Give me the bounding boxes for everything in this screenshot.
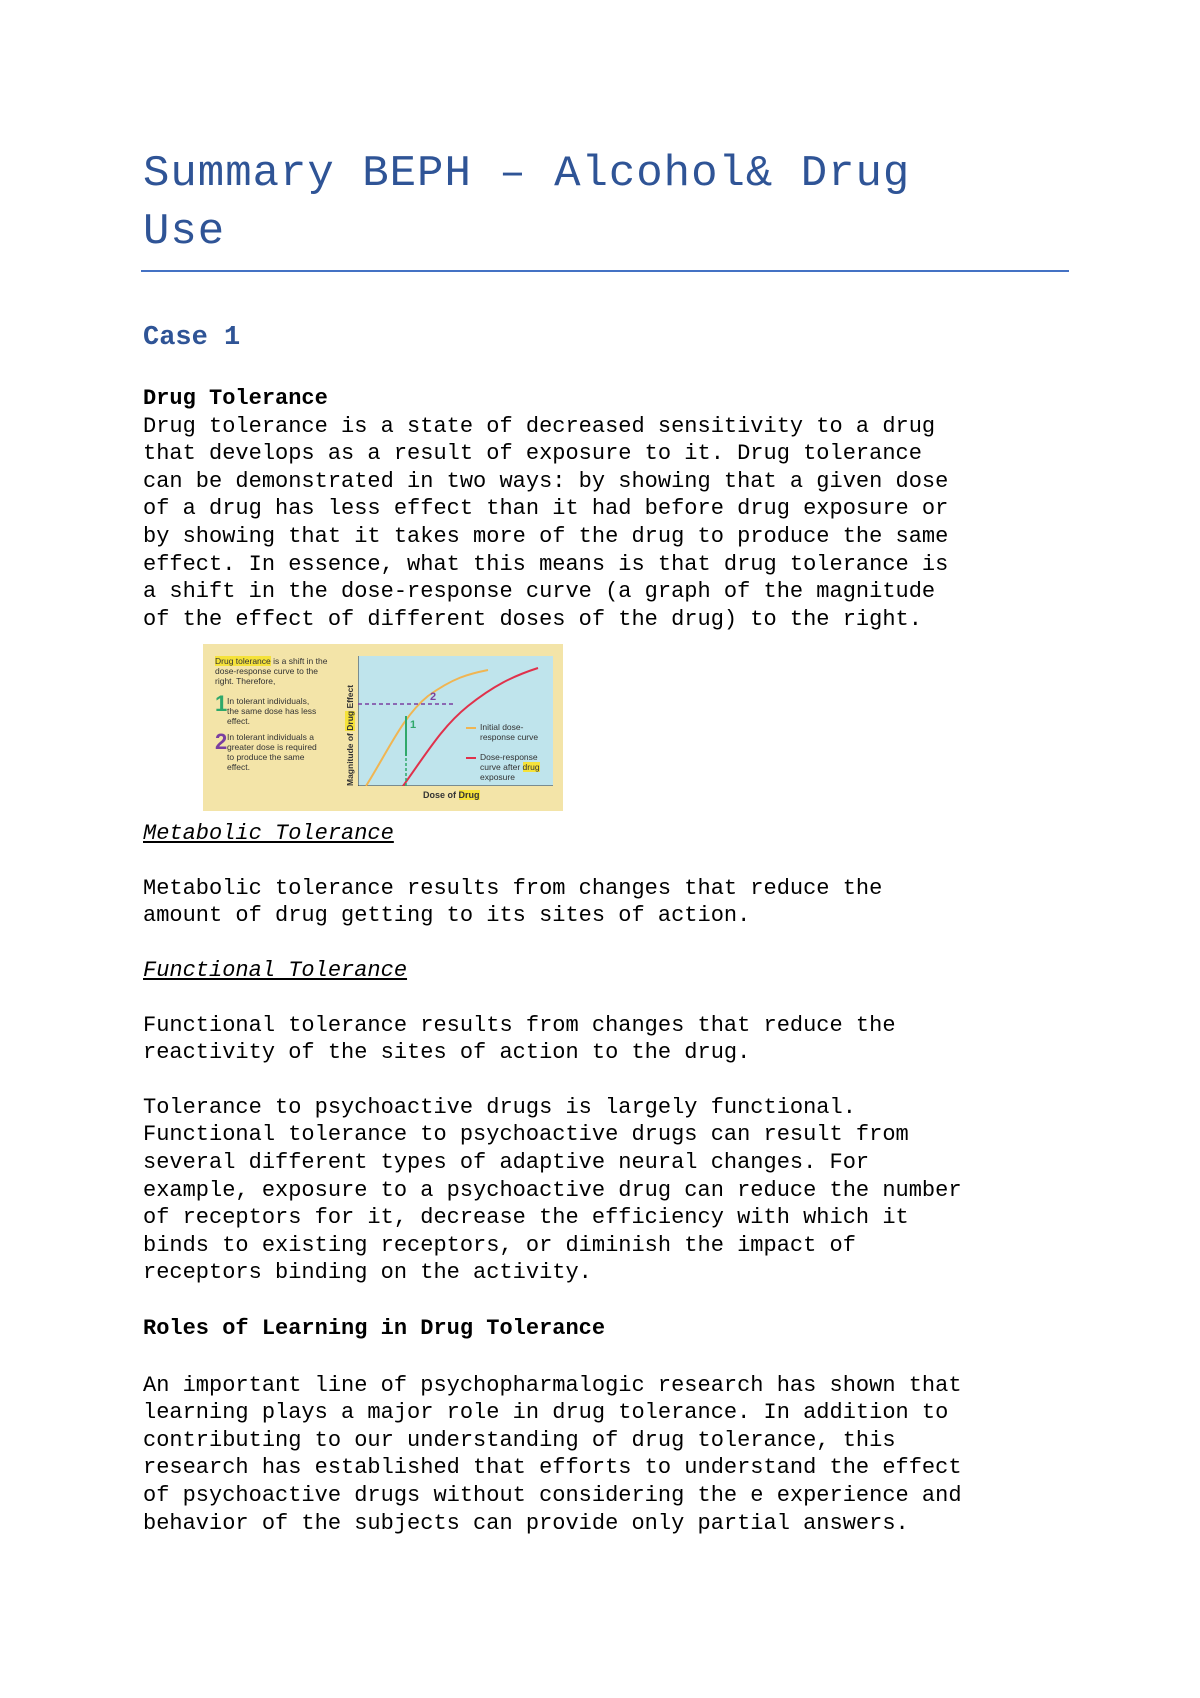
marker-2-label: 2 xyxy=(430,691,437,703)
figure-xlabel-pre: Dose of xyxy=(423,790,459,800)
figure-note-2-number: 2 xyxy=(215,729,228,754)
case-heading: Case 1 xyxy=(143,323,241,353)
metabolic-heading: Metabolic Tolerance xyxy=(143,821,394,846)
figure-ylabel-highlight: Drug xyxy=(345,710,355,731)
figure-plot-area xyxy=(358,656,553,786)
functional-body: Functional tolerance results from changes that reduce the reactivity of the sites of action to the drug. xyxy=(143,1012,896,1066)
legend-initial: Initial dose-response curve xyxy=(480,722,539,742)
figure-y-axis-label xyxy=(345,666,359,786)
learning-section xyxy=(143,1315,962,1537)
figure-caption xyxy=(215,656,335,686)
functional-heading: Functional Tolerance xyxy=(143,958,408,983)
functional-body-2: Tolerance to psychoactive drugs is largely functional. Functional tolerance to psychoactive drugs can result from several different types of adaptive neural changes. For example, exposure to a psychoactive drug can reduce the number of receptors for it, decrease the efficiency with which it binds to existing receptors, or diminish the impact of receptors binding on the activity. xyxy=(143,1094,962,1286)
document-title: Summary BEPH – Alcohol& Drug Use xyxy=(143,149,911,257)
legend-after-pre: Dose-response curve after xyxy=(480,752,538,772)
drug-tolerance-body: Drug tolerance is a state of decreased sensitivity to a drug that develops as a result of exposure to it. Drug tolerance can be demonstrated in two ways: by showing that a given dose of a drug has less effect than it had before drug exposure or by showing that it takes more of the drug to produce the same effect. In essence, what this means is that drug tolerance is a shift in the dose-response curve (a graph of the magnitude of the effect of different doses of the drug) to the right. xyxy=(143,413,949,632)
marker-1-label: 1 xyxy=(410,719,417,731)
dose-response-figure xyxy=(203,644,563,811)
title-underline-rule xyxy=(141,270,1069,272)
learning-body: An important line of psychopharmalogic research has shown that learning plays a major role in drug tolerance. In addition to contributing to our understanding of drug tolerance, this research has established that efforts to understand the effect of psychoactive drugs without considering the e experience and behavior of the subjects can provide only partial answers. xyxy=(143,1372,962,1536)
drug-tolerance-section xyxy=(143,385,948,633)
figure-note-1: In tolerant individuals, the same dose has less effect. xyxy=(227,696,317,726)
learning-heading: Roles of Learning in Drug Tolerance xyxy=(143,1316,606,1341)
figure-x-axis-label xyxy=(423,790,480,800)
figure-xlabel-highlight: Drug xyxy=(458,790,480,800)
figure-ylabel-pre: Magnitude of xyxy=(345,730,355,786)
figure-ylabel-post: Effect xyxy=(345,684,355,711)
functional-section xyxy=(143,957,962,1287)
figure-note-1-number: 1 xyxy=(215,691,228,716)
legend-after-post: exposure xyxy=(480,772,515,782)
metabolic-section xyxy=(143,820,882,930)
metabolic-body: Metabolic tolerance results from changes that reduce the amount of drug getting to its sites of action. xyxy=(143,875,883,929)
figure-intro-highlight: Drug tolerance xyxy=(215,656,271,666)
legend-after-exposure xyxy=(480,752,552,782)
figure-intro-text: is a shift in the dose-response curve to the right. Therefore, xyxy=(215,656,328,686)
legend-after-highlight: drug xyxy=(522,762,540,772)
drug-tolerance-heading: Drug Tolerance xyxy=(143,386,328,411)
figure-note-2: In tolerant individuals a greater dose is required to produce the same effect. xyxy=(227,732,317,772)
